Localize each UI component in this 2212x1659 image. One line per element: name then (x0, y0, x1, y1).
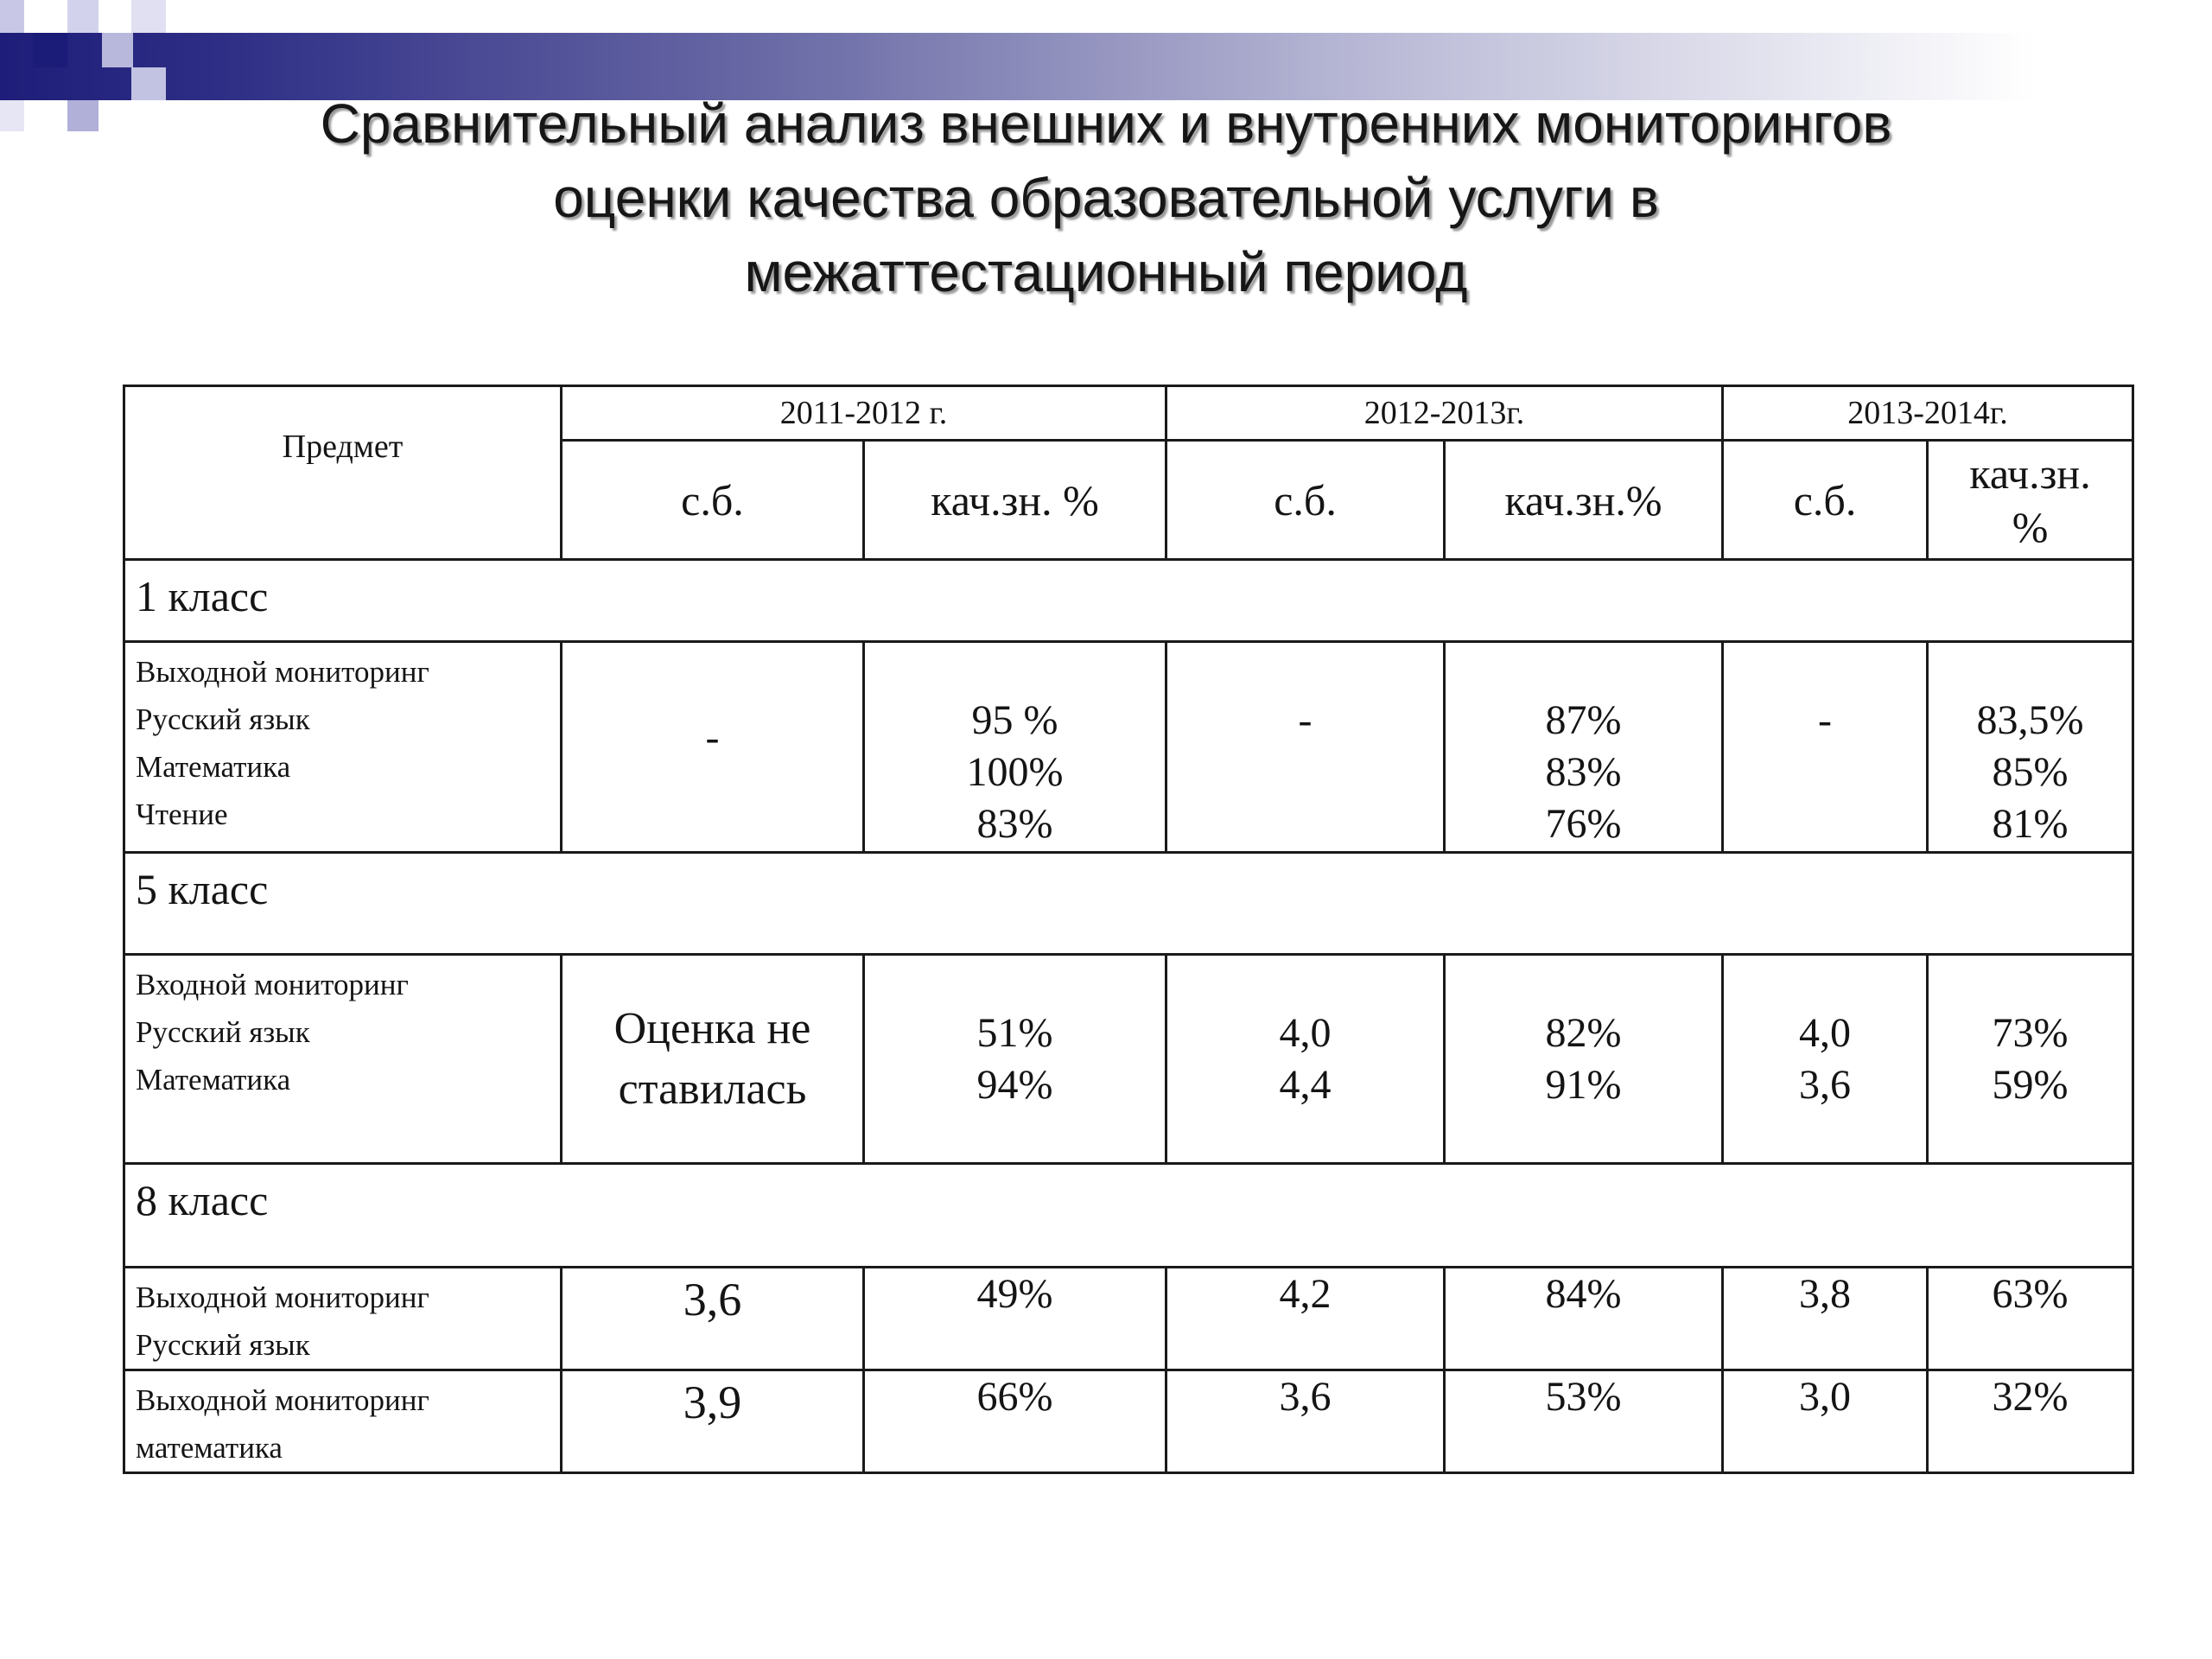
value: 32% (1992, 1374, 2069, 1420)
subject-cell (124, 642, 562, 853)
value: 4,0 (1279, 1010, 1332, 1056)
value: 4,2 (1279, 1271, 1332, 1317)
subject-line: Русский язык (136, 702, 310, 736)
slide-title-line: межаттестационный период (744, 241, 1468, 303)
value: 73% (1992, 1010, 2069, 1056)
value: - (705, 715, 720, 760)
value: 3,6 (1799, 1062, 1852, 1108)
subject-line: Выходной мониторинг (136, 1383, 429, 1417)
value-cell (864, 642, 1166, 853)
value: 82% (1545, 1010, 1622, 1056)
subject-cell (124, 1268, 562, 1370)
metric-header: кач.зн.% (1445, 441, 1723, 560)
value-cell (562, 642, 864, 853)
value-cell (1723, 955, 1928, 1164)
value: 83,5% (1976, 697, 2084, 743)
value-cell (864, 955, 1166, 1164)
table-row (124, 1370, 2133, 1473)
value-cell (1723, 1268, 1928, 1370)
value: 51% (976, 1010, 1053, 1056)
metric-header: с.б. (1166, 441, 1445, 560)
table-row (124, 1268, 2133, 1370)
year-header: 2011-2012 г. (562, 386, 1166, 441)
subject-line: Русский язык (136, 1015, 310, 1049)
value: 83% (1545, 749, 1622, 795)
value-cell (562, 1370, 864, 1473)
decor-square (102, 33, 133, 67)
value: 53% (1545, 1374, 1622, 1420)
value: 4,4 (1279, 1062, 1332, 1108)
value: 94% (976, 1062, 1053, 1108)
value-cell (1166, 642, 1445, 853)
value-cell (1166, 1370, 1445, 1473)
value: 3,8 (1799, 1271, 1852, 1317)
metric-header: с.б. (1723, 441, 1928, 560)
value: 76% (1545, 801, 1622, 847)
class-row (124, 1164, 2133, 1268)
value-cell (1928, 642, 2133, 853)
value: 95 % (971, 697, 1058, 743)
subject-line: Математика (136, 750, 291, 784)
value: 3,6 (683, 1274, 742, 1325)
year-header: 2012-2013г. (1166, 386, 1723, 441)
value-cell (1928, 1370, 2133, 1473)
value: - (1818, 697, 1832, 743)
class-label: 8 класс (136, 1176, 269, 1224)
subject-header: Предмет (124, 386, 562, 560)
value-cell (864, 1268, 1166, 1370)
value: 59% (1992, 1062, 2069, 1108)
decor-square (67, 0, 99, 33)
value-cell (562, 955, 864, 1164)
value-cell (864, 1370, 1166, 1473)
value: 63% (1992, 1271, 2069, 1317)
value: 3,0 (1799, 1374, 1852, 1420)
class-label-cell (124, 853, 2133, 955)
decor-square (131, 0, 166, 33)
value: - (1298, 697, 1313, 743)
subject-line: Чтение (136, 798, 228, 831)
monitoring-table (123, 385, 2134, 1474)
value-cell (562, 1268, 864, 1370)
value-cell (1445, 642, 1723, 853)
value-cell (1166, 1268, 1445, 1370)
slide-title-line: оценки качества образовательной услуги в (553, 167, 1659, 229)
value: 49% (976, 1271, 1053, 1317)
class-label-cell (124, 560, 2133, 642)
value: 81% (1992, 801, 2069, 847)
slide-title (156, 86, 2056, 309)
class-label-cell (124, 1164, 2133, 1268)
value-cell (1928, 1268, 2133, 1370)
class-row (124, 560, 2133, 642)
decor-square (0, 100, 24, 131)
value: 66% (976, 1374, 1053, 1420)
table-row (124, 955, 2133, 1164)
decor-square (33, 33, 67, 67)
subject-cell (124, 955, 562, 1164)
value: 84% (1545, 1271, 1622, 1317)
year-header: 2013-2014г. (1723, 386, 2133, 441)
subject-line: Выходной мониторинг (136, 655, 429, 689)
value: 4,0 (1799, 1010, 1852, 1056)
value: 87% (1545, 697, 1622, 743)
value: Оценка не (613, 1004, 811, 1053)
value: 91% (1545, 1062, 1622, 1108)
metric-header: кач.зн. % (864, 441, 1166, 560)
class-label: 1 класс (136, 572, 269, 620)
value-cell (1723, 1370, 1928, 1473)
value-cell (1928, 955, 2133, 1164)
metric-header: с.б. (562, 441, 864, 560)
value-cell (1445, 1268, 1723, 1370)
value: ставилась (618, 1065, 807, 1114)
value-cell (1166, 955, 1445, 1164)
subject-cell (124, 1370, 562, 1473)
value: 83% (976, 801, 1053, 847)
header-row-years (124, 386, 2133, 441)
table-row (124, 642, 2133, 853)
decor-square (67, 100, 99, 131)
value-cell (1445, 1370, 1723, 1473)
subject-line: Математика (136, 1063, 291, 1096)
value: 3,9 (683, 1376, 742, 1428)
value-cell (1723, 642, 1928, 853)
class-row (124, 853, 2133, 955)
class-label: 5 класс (136, 865, 269, 913)
metric-header: кач.зн. % (1928, 441, 2133, 560)
value: 85% (1992, 749, 2069, 795)
value: 3,6 (1279, 1374, 1332, 1420)
subject-line: Выходной мониторинг (136, 1281, 429, 1314)
decor-square (0, 0, 24, 33)
value-cell (1445, 955, 1723, 1164)
slide-title-line: Сравнительный анализ внешних и внутренних мониторингов (320, 92, 1892, 155)
subject-line: математика (136, 1431, 283, 1465)
value: 100% (966, 749, 1064, 795)
subject-line: Входной мониторинг (136, 968, 409, 1001)
subject-line: Русский язык (136, 1328, 310, 1362)
